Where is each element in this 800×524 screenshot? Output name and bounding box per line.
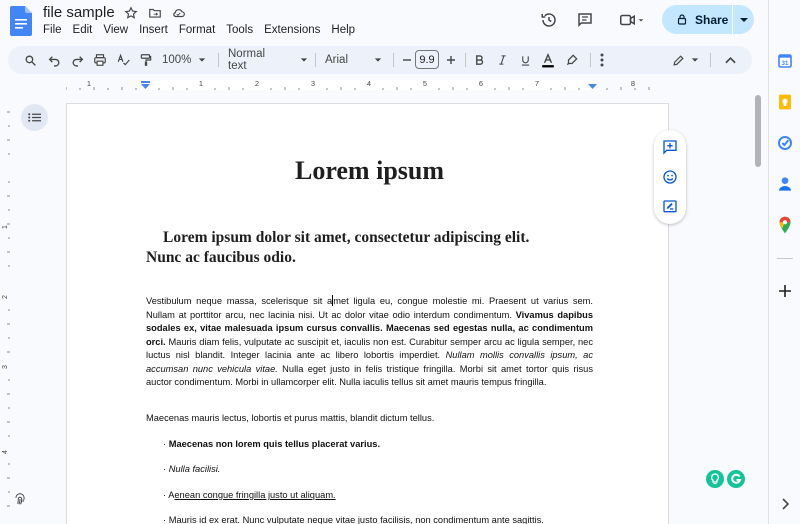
vruler-tick-label: 4: [2, 450, 9, 454]
ruler-tick-label: 3: [310, 79, 316, 88]
zoom-value: 100%: [162, 54, 192, 66]
maps-icon[interactable]: [776, 216, 794, 234]
menu-extensions[interactable]: Extensions: [264, 24, 321, 36]
more-options-icon[interactable]: [592, 50, 612, 70]
toolbar-divider: [218, 53, 219, 67]
svg-text:31: 31: [781, 61, 789, 67]
style-dropdown-icon: [300, 57, 308, 63]
mode-dropdown-icon: [691, 57, 699, 63]
toolbar-divider: [465, 53, 466, 67]
side-panel-divider: [777, 258, 793, 259]
bullet-marker: ·: [163, 464, 167, 474]
menu-view[interactable]: View: [103, 24, 129, 36]
menu-tools[interactable]: Tools: [226, 24, 254, 36]
print-icon[interactable]: [90, 50, 110, 70]
star-icon[interactable]: [123, 5, 139, 21]
subheading-line-1: Lorem ipsum dolor sit amet, consectetur adipiscing elit.: [163, 229, 530, 246]
paragraph-style-value: Normal text: [228, 48, 266, 72]
side-panel: [768, 0, 800, 524]
toolbar-divider: [710, 53, 711, 67]
list-item-text: Nulla facilisi.: [168, 464, 221, 474]
list-item: [163, 439, 380, 449]
menu-file[interactable]: File: [43, 24, 62, 36]
document-title[interactable]: file sample: [43, 4, 115, 21]
share-main[interactable]: [662, 5, 732, 34]
highlight-color-icon[interactable]: [562, 50, 582, 70]
underline-icon[interactable]: [515, 50, 535, 70]
collapse-toolbar-icon[interactable]: [720, 50, 740, 70]
p1-text-b: met ligula eu, congue molestie mi. Praesent ut varius sem. Nullam at porttitor arcu, nec lacinia nisi. Ut ac dolor vitae odio interdum condimentum.: [146, 296, 593, 320]
calendar-icon[interactable]: [776, 52, 794, 70]
ruler-tick-label: 4: [366, 79, 372, 88]
document-heading: Lorem ipsum: [294, 156, 445, 185]
share-label: Share: [695, 12, 729, 27]
comments-icon[interactable]: [574, 9, 596, 31]
ruler-tick-label: 7: [534, 79, 540, 88]
paint-format-icon[interactable]: [136, 50, 156, 70]
paragraph-1: [146, 295, 593, 390]
ruler-tick-label: 1: [86, 79, 92, 88]
menu-insert[interactable]: Insert: [139, 24, 168, 36]
search-menus-icon[interactable]: [20, 50, 40, 70]
add-emoji-reaction-icon[interactable]: [661, 168, 679, 186]
ruler-tick-label: 6: [478, 79, 484, 88]
undo-icon[interactable]: [44, 50, 64, 70]
grammarly-widget: [706, 470, 745, 488]
increase-font-size-icon[interactable]: [441, 50, 461, 70]
header: [0, 0, 768, 44]
document-outline-button[interactable]: [21, 104, 48, 131]
menu-format[interactable]: Format: [178, 24, 216, 36]
toolbar-divider: [315, 53, 316, 67]
bullet-marker: ·: [163, 490, 167, 500]
tasks-icon[interactable]: [776, 134, 794, 152]
grammarly-bulb-icon[interactable]: [706, 470, 724, 488]
font-dropdown-icon: [374, 57, 382, 63]
suggest-edits-icon[interactable]: [661, 198, 679, 216]
subheading-line-2: Nunc ac faucibus odio.: [146, 249, 296, 266]
editing-mode-select[interactable]: [670, 50, 700, 70]
horizontal-ruler[interactable]: [66, 78, 669, 92]
share-button[interactable]: [662, 5, 754, 34]
list-item-text: Mauris id ex erat. Nunc vulputate neque vitae justo facilisis, non condimentum ante sagittis.: [168, 515, 544, 524]
decrease-font-size-icon[interactable]: [397, 50, 417, 70]
share-dropdown-icon[interactable]: [733, 16, 754, 24]
list-item-text: Maecenas non lorem quis tellus placerat varius.: [168, 439, 381, 449]
toolbar: [8, 46, 752, 74]
bold-icon[interactable]: [469, 50, 489, 70]
vertical-ruler[interactable]: [0, 92, 14, 524]
toolbar-divider: [590, 53, 591, 67]
floating-actions: [654, 130, 686, 224]
menu-edit[interactable]: Edit: [72, 24, 93, 36]
meet-icon[interactable]: [614, 9, 650, 31]
ruler-tick-label: 1: [198, 79, 204, 88]
vruler-tick-label: 1: [2, 225, 9, 229]
docs-logo-icon[interactable]: [10, 6, 32, 36]
font-select[interactable]: [325, 50, 387, 70]
italic-icon[interactable]: [492, 50, 512, 70]
add-comment-icon[interactable]: [661, 138, 679, 156]
redo-icon[interactable]: [67, 50, 87, 70]
list-item: [163, 490, 336, 500]
list-item: [163, 515, 544, 524]
paragraph-2: Maecenas mauris lectus, lobortis et purus mattis, blandit dictum tellus.: [146, 413, 435, 423]
vruler-tick-label: 2: [2, 295, 9, 299]
font-value: Arial: [325, 54, 349, 66]
zoom-dropdown-icon: [198, 57, 206, 63]
contacts-icon[interactable]: [776, 175, 794, 193]
document-subheading: [146, 228, 593, 268]
font-size-input[interactable]: 9.9: [415, 50, 439, 69]
lock-icon: [676, 13, 688, 26]
expand-panel-icon[interactable]: [776, 495, 794, 513]
version-history-icon[interactable]: [538, 9, 560, 31]
menu-help[interactable]: Help: [331, 24, 356, 36]
p1-text-c: Mauris diam felis, vulputate ac suscipit et, iaculis non est. Curabitur semper arcu ac ligula semper, nec luctus nisl blandit. Integer lacinia ante ac libero lobortis imperdiet.: [146, 336, 593, 360]
list-item-text-a: A: [168, 490, 175, 500]
bullet-marker: ·: [163, 439, 167, 449]
outline-list-icon: [28, 112, 41, 123]
first-line-indent-marker[interactable]: [141, 81, 150, 83]
add-addon-icon[interactable]: [776, 282, 794, 300]
ruler-tick-label: 5: [422, 79, 428, 88]
ruler-tick-label: 8: [630, 79, 636, 88]
paragraph-style-select[interactable]: [228, 50, 308, 70]
p1-text-d: Nulla eget justo in felis tristique fringilla. Morbi sit amet tortor quis risus auctor condimentum. Morbi in ullamcorper elit. Nulla iaculis tellus sit amet mauris tempus fringilla.: [146, 363, 593, 387]
keep-icon[interactable]: [776, 93, 794, 111]
p1-italic-text: Nullam mollis convallis ipsum, ac accumsan nunc vehicula vitae.: [146, 350, 593, 374]
grammarly-g-icon[interactable]: [727, 470, 745, 488]
bullet-marker: ·: [163, 515, 167, 524]
scrollbar-thumb[interactable]: [755, 95, 761, 167]
spellcheck-icon[interactable]: [113, 50, 133, 70]
document-page[interactable]: [66, 103, 669, 524]
cloud-status-icon[interactable]: [171, 5, 187, 21]
ruler-tick-label: 2: [254, 79, 260, 88]
move-folder-icon[interactable]: [147, 5, 163, 21]
toolbar-divider: [393, 53, 394, 67]
p1-bold-text: Vivamus dapibus sodales ex, vitae malesuada ipsum cursus convallis. Maecenas sed egestas nulla, ac condimentum orci.: [146, 309, 594, 347]
text-color-icon[interactable]: [538, 50, 558, 70]
fingerprint-icon[interactable]: [13, 492, 29, 508]
p1-text-a: Vestibulum neque massa, scelerisque sit a: [146, 296, 333, 306]
list-item: [163, 464, 220, 474]
menu-bar: [43, 24, 355, 36]
zoom-select[interactable]: [162, 50, 212, 70]
list-item-text-b: enean congue fringilla justo ut aliquam.: [174, 490, 336, 500]
vruler-tick-label: 3: [2, 365, 9, 369]
pencil-icon: [672, 54, 685, 67]
